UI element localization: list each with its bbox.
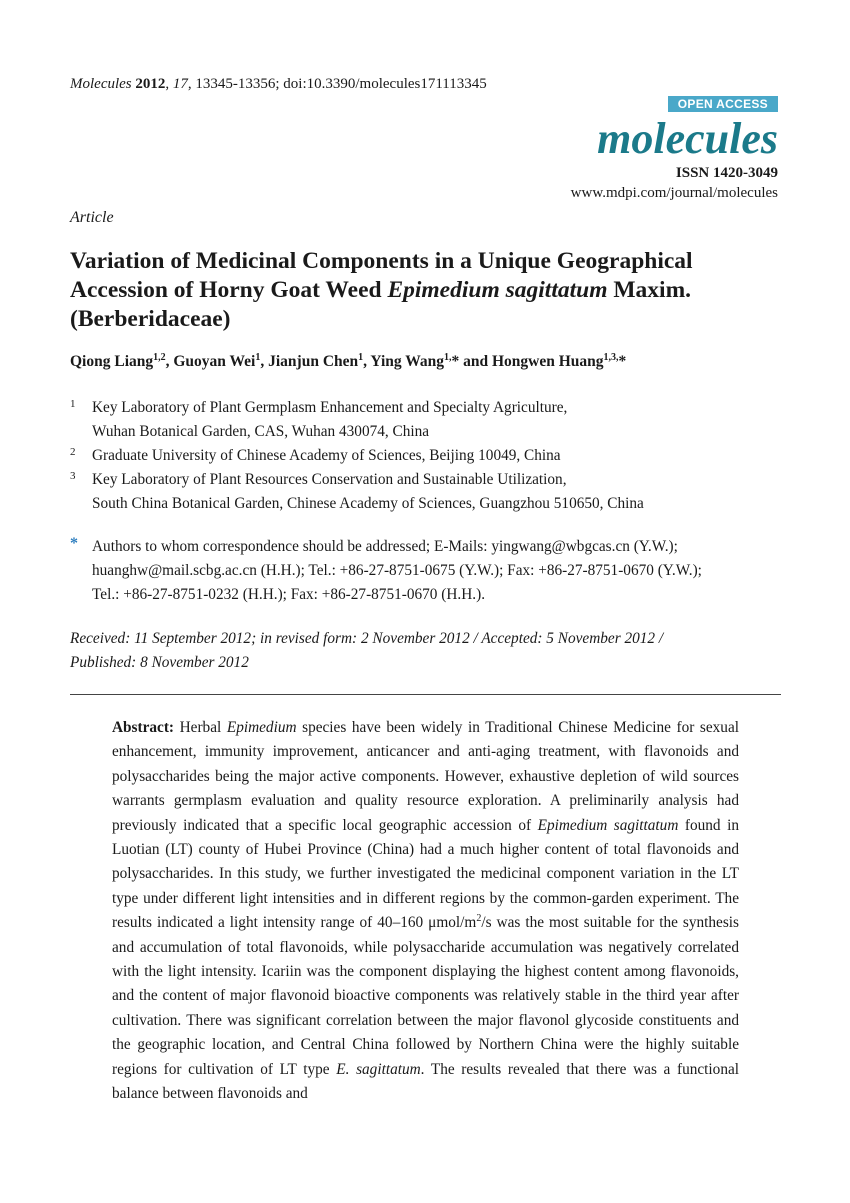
author-name: Ying Wang: [370, 353, 444, 370]
author-sep: ,: [260, 353, 269, 370]
author-name: Guoyan Wei: [173, 353, 256, 370]
affiliation-number: 2: [70, 446, 76, 458]
title-part-2: Maxim. (Berberidaceae): [70, 277, 692, 332]
author-sep: * and: [451, 353, 492, 370]
abstract-text: species have been widely in Traditional Chinese Medicine for sexual enhancement, immunity improvement, anticancer and anti-aging treatment, with flavonoids and polysaccharides being the major active components. However, exhaustive depletion of wild sources warrants germplasm evaluation and quality resource exploration. A preliminarily analysis had previously indicated that a specific local geographic accession of: [112, 719, 739, 834]
author-affil-sup: 1,2: [153, 351, 166, 363]
affiliation: [92, 444, 792, 468]
correspondence-line: Tel.: +86-27-8751-0232 (H.H.); Fax: +86-27-8751-0670 (H.H.).: [92, 586, 486, 603]
author-affil-sup: 1: [255, 351, 261, 363]
author-affil-sup: 1: [358, 351, 364, 363]
affiliation-line: Key Laboratory of Plant Germplasm Enhancement and Specialty Agriculture,: [92, 399, 568, 416]
abstract: [112, 716, 739, 1107]
affiliation-number: 3: [70, 470, 76, 482]
citation-line: Molecules 2012, 17, 13345-13356; doi:10.3390/molecules171113345: [70, 76, 487, 92]
abstract-text: . The results revealed that there was a functional balance between flavonoids and: [112, 1060, 740, 1103]
author-list: [70, 353, 626, 371]
affiliation-number: 1: [70, 398, 76, 410]
journal-url[interactable]: www.mdpi.com/journal/molecules: [570, 185, 778, 201]
correspondence-line[interactable]: Authors to whom correspondence should be addressed; E-Mails: yingwang@wbgcas.cn (Y.W.);: [92, 538, 678, 555]
affiliation-line: Wuhan Botanical Garden, CAS, Wuhan 430074, China: [92, 423, 430, 440]
author-name: Hongwen Huang: [491, 353, 604, 370]
correspondence-star: *: [70, 535, 78, 552]
correspondence-line[interactable]: huanghw@mail.scbg.ac.cn (H.H.); Tel.: +86-27-8751-0675 (Y.W.); Fax: +86-27-8751-0670 (Y.W.);: [92, 562, 702, 579]
author-name: Qiong Liang: [70, 353, 154, 370]
abstract-sup: 2: [476, 913, 482, 925]
issn: ISSN 1420-3049: [675, 165, 778, 181]
abstract-italic: Epimedium: [226, 719, 297, 736]
divider: [70, 694, 781, 695]
affiliation: [92, 468, 792, 516]
author-name: Jianjun Chen: [268, 353, 359, 370]
author-sep: *: [618, 353, 627, 370]
journal-logo: molecules: [597, 114, 778, 163]
citation-rest: , 13345-13356; doi:10.3390/molecules171113345: [187, 76, 487, 92]
citation-volume: 17: [172, 76, 188, 92]
affiliation-line: Graduate University of Chinese Academy of Sciences, Beijing 10049, China: [92, 447, 561, 464]
dates-line: Published: 8 November 2012: [70, 654, 249, 671]
citation-journal: Molecules: [70, 76, 132, 92]
correspondence: [92, 535, 792, 607]
affiliation-line: Key Laboratory of Plant Resources Conservation and Sustainable Utilization,: [92, 471, 567, 488]
article-title: [70, 247, 790, 334]
citation-year: 2012: [135, 76, 166, 92]
affiliation: [92, 396, 792, 444]
abstract-text: /s was the most suitable for the synthesis and accumulation of total flavonoids, while polysaccharide accumulation was negatively correlated with the light intensity. Icariin was the component displaying the highest content among flavonoids, and the content of major flavonoid bioactive components was relatively stable in the third year after cultivation. There was significant correlation between the major flavonol glycoside constituents and the geographic location, and Central China followed by Northern China were the highly suitable regions for cultivation of LT type: [112, 914, 739, 1078]
article-type: Article: [70, 209, 114, 226]
author-affil-sup: 1,: [443, 351, 452, 363]
dates-line: Received: 11 September 2012; in revised form: 2 November 2012 / Accepted: 5 November 2012 /: [70, 630, 664, 647]
title-part-1: Variation of Medicinal Components in a Unique Geographical Accession of Horny Goat Weed: [70, 248, 693, 303]
abstract-italic: E. sagittatum: [336, 1060, 421, 1078]
open-access-badge: OPEN ACCESS: [668, 96, 778, 112]
author-sep: ,: [363, 353, 371, 370]
abstract-text: found in Luotian (LT) county of Hubei Province (China) had a much higher content of total flavonoids and polysaccharides. In this study, we further investigated the medicinal component variation in the LT type under different light intensities and in different regions by the common-garden experiment. The results indicated a light intensity range of 40–160 μmol/m: [112, 816, 739, 932]
title-species: Epimedium sagittatum: [387, 277, 608, 303]
abstract-text: Herbal: [174, 719, 227, 736]
abstract-italic: Epimedium sagittatum: [537, 816, 679, 834]
affiliation-line: South China Botanical Garden, Chinese Academy of Sciences, Guangzhou 510650, China: [92, 495, 644, 512]
author-sep: ,: [165, 353, 174, 370]
publication-dates: [70, 627, 790, 675]
author-affil-sup: 1,3,: [603, 351, 619, 363]
abstract-label: Abstract:: [112, 719, 175, 736]
